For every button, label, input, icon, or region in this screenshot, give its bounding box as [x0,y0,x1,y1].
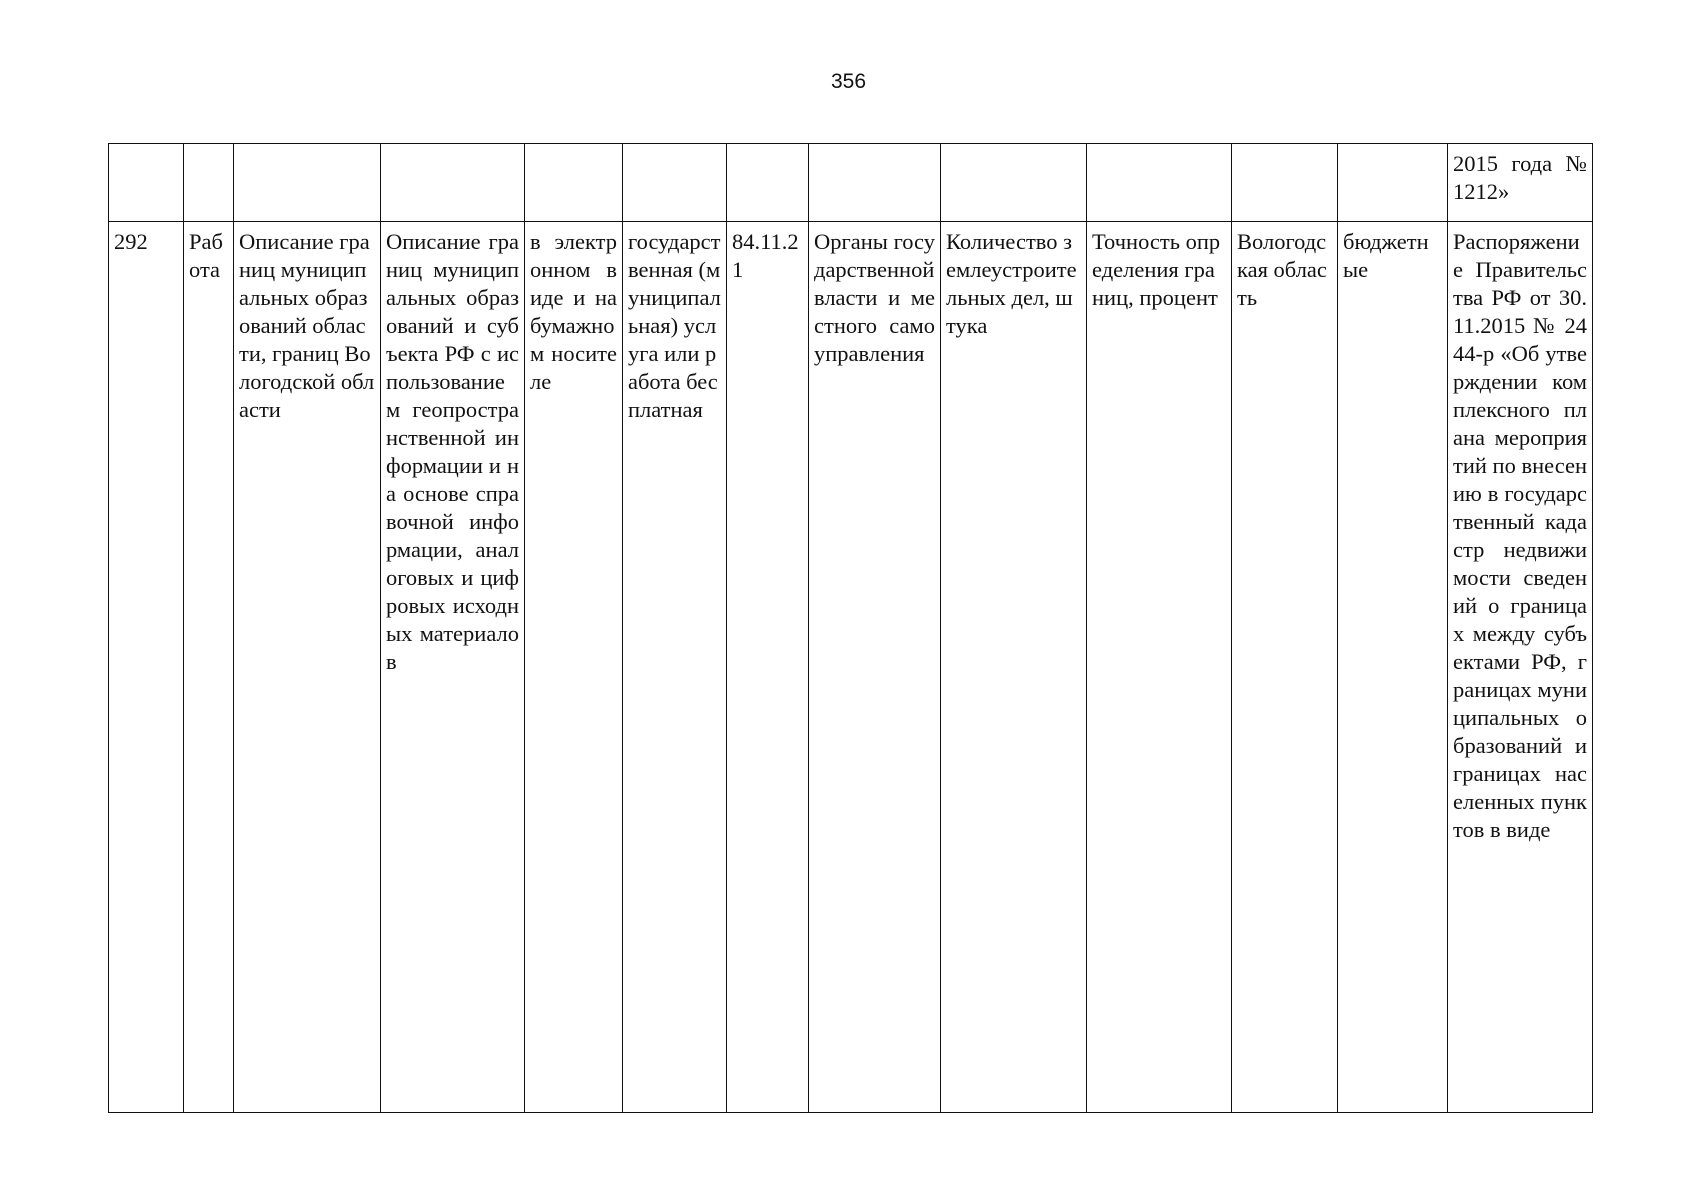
cell-content: Описание границ муниципальных образований и субъекта РФ с использованием геопространственной информации и на основе справочной информации, аналоговых и цифровых исходных материалов [381,222,525,1113]
cell-form-empty [525,144,623,222]
cell-number: 292 [109,222,184,1113]
cell-institution-type-empty [1338,144,1448,222]
cell-type: Работа [184,222,234,1113]
cell-institution-type: бюджетные [1338,222,1448,1113]
cell-volume-indicator-empty [941,144,1087,222]
table-row-continuation [109,144,1593,222]
cell-quality-indicator: Точность определения границ, процент [1087,222,1232,1113]
registry-table [108,143,1593,1113]
cell-name: Описание границ муниципальных образований области, границ Вологодской области [234,222,381,1113]
cell-category: государственная (муниципальная) услуга или работа бесплатная [623,222,727,1113]
cell-number-empty [109,144,184,222]
table-row [109,222,1593,1113]
cell-form: в электронном виде и на бумажном носителе [525,222,623,1113]
page-number: 356 [830,70,867,93]
cell-quality-indicator-empty [1087,144,1232,222]
cell-type-empty [184,144,234,222]
cell-legal-basis: Распоряжение Правительства РФ от 30.11.2015 № 2444-р «Об утверждении комплексного плана мероприятий по внесению в государственный кадастр недвижимости сведений о границах между субъектами РФ, границах муниципальных образований и границах населенных пунктов в виде [1448,222,1593,1113]
cell-consumers-empty [809,144,941,222]
cell-region-empty [1232,144,1338,222]
cell-consumers: Органы государственной власти и местного самоуправления [809,222,941,1113]
cell-region: Вологодская область [1232,222,1338,1113]
cell-okved: 84.11.21 [727,222,809,1113]
cell-name-empty [234,144,381,222]
cell-okved-empty [727,144,809,222]
cell-category-empty [623,144,727,222]
cell-content-empty [381,144,525,222]
cell-volume-indicator: Количество землеустроительных дел, штука [941,222,1087,1113]
cell-legal-basis-continuation: 2015 года № 1212» [1448,144,1593,222]
